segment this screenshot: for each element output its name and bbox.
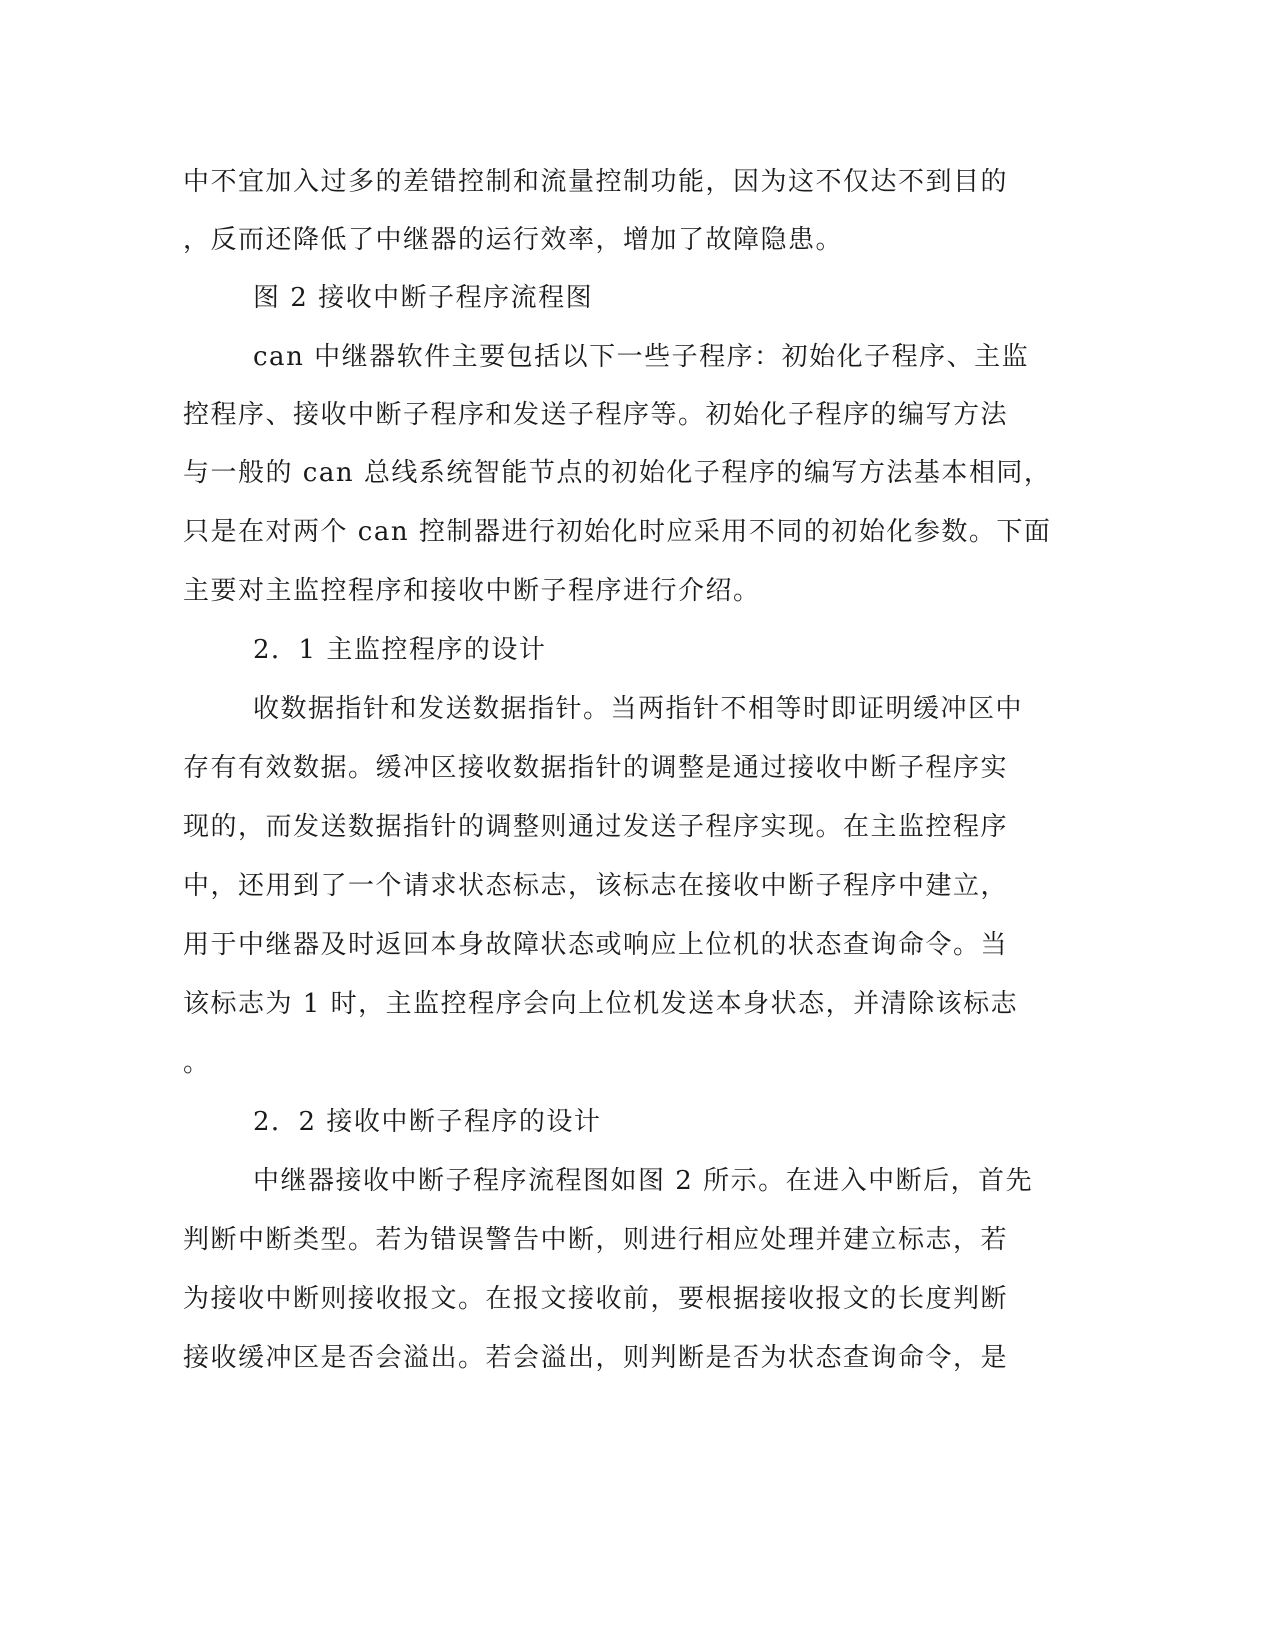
text-line: 现的，而发送数据指针的调整则通过发送子程序实现。在主监控程序 bbox=[183, 812, 1009, 842]
figure-caption: 图 2 接收中断子程序流程图 bbox=[253, 283, 594, 313]
text-line: 主要对主监控程序和接收中断子程序进行介绍。 bbox=[183, 576, 761, 606]
text-line: 控程序、接收中断子程序和发送子程序等。初始化子程序的编写方法 bbox=[183, 400, 1009, 430]
text-line: 收数据指针和发送数据指针。当两指针不相等时即证明缓冲区中 bbox=[253, 694, 1024, 724]
text-line: 与一般的 can 总线系统智能节点的初始化子程序的编写方法基本相同， bbox=[183, 458, 1052, 488]
text-line: 中，还用到了一个请求状态标志，该标志在接收中断子程序中建立， bbox=[183, 871, 1009, 901]
text-line: 该标志为 1 时，主监控程序会向上位机发送本身状态，并清除该标志 bbox=[183, 989, 1019, 1019]
text-line: 接收缓冲区是否会溢出。若会溢出，则判断是否为状态查询命令，是 bbox=[183, 1343, 1009, 1373]
text-line: 存有有效数据。缓冲区接收数据指针的调整是通过接收中断子程序实 bbox=[183, 753, 1009, 783]
text-line: 中继器接收中断子程序流程图如图 2 所示。在进入中断后，首先 bbox=[253, 1166, 1034, 1196]
text-line: 只是在对两个 can 控制器进行初始化时应采用不同的初始化参数。下面 bbox=[183, 517, 1052, 547]
section-heading: 2．1 主监控程序的设计 bbox=[253, 635, 547, 665]
text-line: 用于中继器及时返回本身故障状态或响应上位机的状态查询命令。当 bbox=[183, 930, 1009, 960]
section-heading: 2．2 接收中断子程序的设计 bbox=[253, 1107, 602, 1137]
text-line: ，反而还降低了中继器的运行效率，增加了故障隐患。 bbox=[183, 225, 844, 255]
text-line: 。 bbox=[183, 1048, 211, 1078]
text-line: 为接收中断则接收报文。在报文接收前，要根据接收报文的长度判断 bbox=[183, 1284, 1009, 1314]
text-line: can 中继器软件主要包括以下一些子程序：初始化子程序、主监 bbox=[253, 342, 1030, 372]
text-line: 中不宜加入过多的差错控制和流量控制功能，因为这不仅达不到目的 bbox=[183, 167, 1009, 197]
text-line: 判断中断类型。若为错误警告中断，则进行相应处理并建立标志，若 bbox=[183, 1225, 1009, 1255]
